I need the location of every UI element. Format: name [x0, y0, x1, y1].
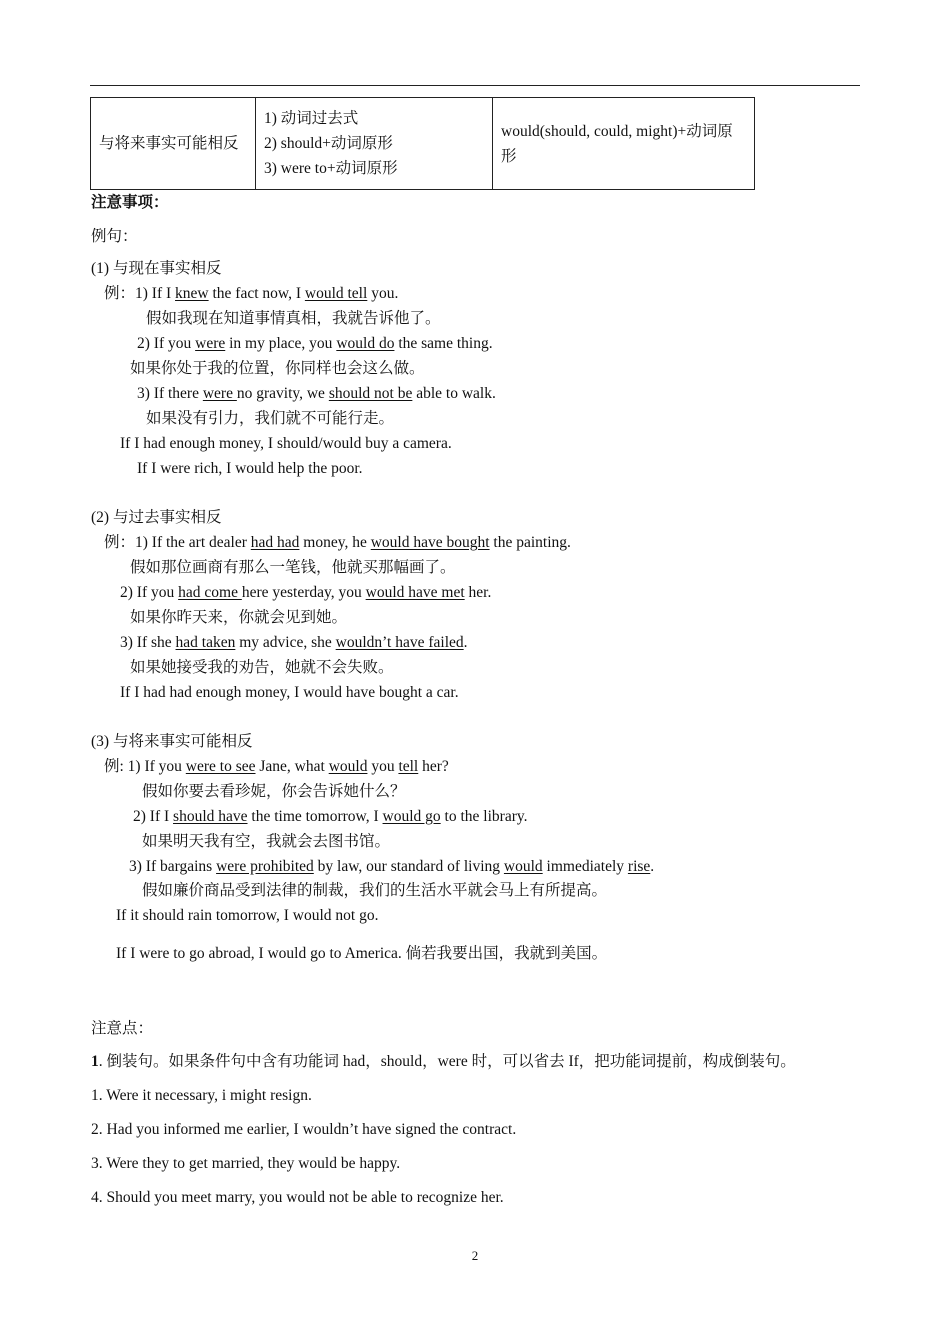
- section3-example-1-translation: 假如你要去看珍妮，你会告诉她什么？: [142, 783, 406, 800]
- section3-extra-2: If I were to go abroad, I would go to America. 倘若我要出国，我就到美国。: [116, 945, 608, 962]
- point-item-2: 2. Had you informed me earlier, I wouldn’t have signed the contract.: [91, 1121, 517, 1138]
- section3-example-3: 3) If bargains were prohibited by law, our standard of living would immediately rise.: [129, 858, 655, 875]
- notes-heading: 注意事项：: [91, 194, 169, 211]
- section1-extra-1: If I had enough money, I should/would buy a camera.: [120, 435, 452, 452]
- section3-example-1: 例: 1) If you were to see Jane, what would you tell her?: [104, 758, 449, 775]
- section1-example-3: 3) If there were no gravity, we should not be able to walk.: [137, 385, 496, 402]
- table-cell-condition: [256, 98, 493, 190]
- condition-line-2: 2) should+动词原形: [264, 135, 393, 152]
- section1-example-1-translation: 假如我现在知道事情真相，我就告诉他了。: [146, 310, 441, 327]
- section2-example-3-translation: 如果她接受我的劝告，她就不会失败。: [130, 659, 394, 676]
- point-item-1: 1. Were it necessary, i might resign.: [91, 1087, 312, 1104]
- header-rule: [90, 85, 860, 86]
- section3-extra-1: If it should rain tomorrow, I would not go.: [116, 907, 379, 924]
- examples-heading: 例句：: [91, 228, 138, 245]
- conditional-table: [90, 97, 755, 190]
- section3-example-2: 2) If I should have the time tomorrow, I would go to the library.: [133, 808, 528, 825]
- section2-heading: (2) 与过去事实相反: [91, 509, 222, 526]
- condition-line-3: 3) were to+动词原形: [264, 160, 398, 177]
- section2-example-1: 例：1) If the art dealer had had money, he would have bought the painting.: [104, 534, 571, 551]
- table-row: [91, 98, 755, 190]
- section1-extra-2: If I were rich, I would help the poor.: [137, 460, 363, 477]
- table-cell-result: would(should, could, might)+动词原形: [493, 98, 755, 190]
- section3-example-3-translation: 假如廉价商品受到法律的制裁，我们的生活水平就会马上有所提高。: [142, 882, 608, 899]
- point-item-3: 3. Were they to get married, they would be happy.: [91, 1155, 401, 1172]
- section2-extra-1: If I had had enough money, I would have bought a car.: [120, 684, 459, 701]
- section2-example-2: 2) If you had come here yesterday, you would have met her.: [120, 584, 492, 601]
- section1-example-2-translation: 如果你处于我的位置，你同样也会这么做。: [130, 360, 425, 377]
- section2-example-3: 3) If she had taken my advice, she wouldn’t have failed.: [120, 634, 468, 651]
- section2-example-1-translation: 假如那位画商有那么一笔钱，他就买那幅画了。: [130, 559, 456, 576]
- points-heading: 注意点：: [91, 1020, 154, 1037]
- page-number: 2: [471, 1248, 479, 1263]
- section1-example-3-translation: 如果没有引力，我们就不可能行走。: [146, 410, 395, 427]
- section3-heading: (3) 与将来事实可能相反: [91, 733, 253, 750]
- section1-example-2: 2) If you were in my place, you would do the same thing.: [137, 335, 493, 352]
- section2-example-2-translation: 如果你昨天来，你就会见到她。: [130, 609, 348, 626]
- point-item-4: 4. Should you meet marry, you would not be able to recognize her.: [91, 1189, 504, 1206]
- section1-example-1: 例：1) If I knew the fact now, I would tell you.: [104, 285, 399, 302]
- section3-example-2-translation: 如果明天我有空，我就会去图书馆。: [142, 833, 391, 850]
- point-1: 1. 倒装句。如果条件句中含有功能词 had，should，were 时，可以省去 If，把功能词提前，构成倒装句。: [91, 1053, 796, 1070]
- condition-line-1: 1) 动词过去式: [264, 110, 359, 127]
- table-cell-category: 与将来事实可能相反: [91, 98, 256, 190]
- section1-heading: (1) 与现在事实相反: [91, 260, 222, 277]
